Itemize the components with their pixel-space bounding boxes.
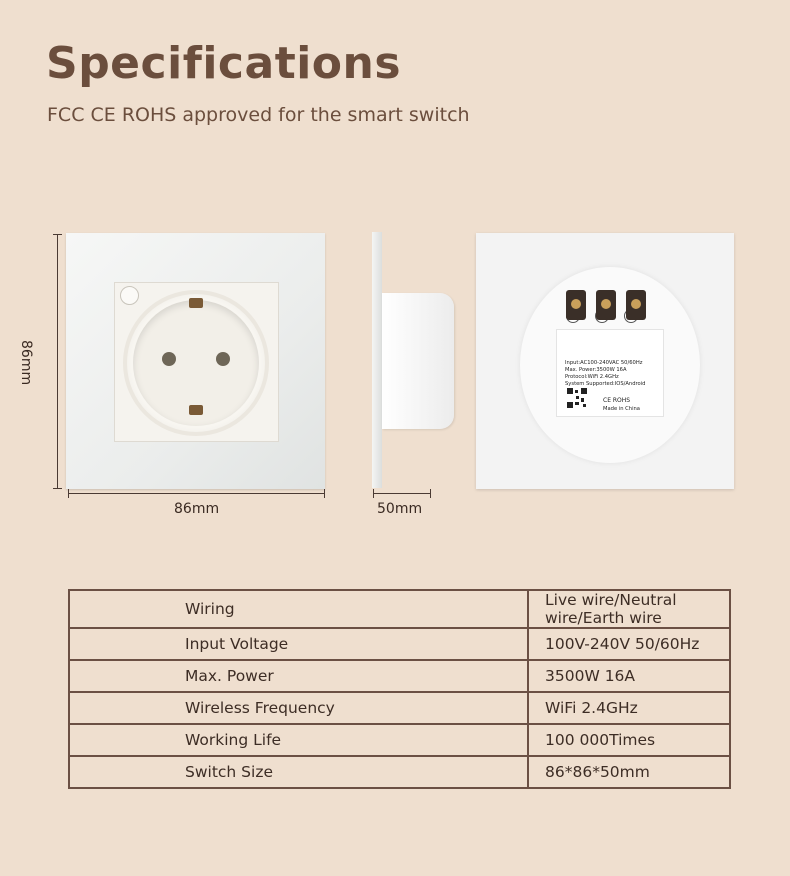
depth-dimension-line bbox=[373, 493, 430, 494]
spec-value: WiFi 2.4GHz bbox=[528, 692, 730, 724]
earth-clip-top-icon bbox=[189, 298, 203, 308]
side-plate bbox=[372, 232, 382, 488]
spec-name: Wireless Frequency bbox=[69, 692, 528, 724]
sticker-input: Input:AC100-240VAC 50/60Hz bbox=[565, 360, 643, 366]
width-dimension-cap-right bbox=[324, 489, 325, 498]
height-dimension-line bbox=[57, 234, 58, 489]
pin-hole-left-icon bbox=[162, 352, 176, 366]
width-dimension-line bbox=[68, 493, 324, 494]
page-title: Specifications bbox=[46, 38, 402, 89]
depth-label: 50mm bbox=[377, 501, 423, 517]
height-dimension-cap-top bbox=[53, 234, 62, 235]
spec-name: Max. Power bbox=[69, 660, 528, 692]
depth-dimension-cap-left bbox=[373, 489, 374, 498]
spec-value: 3500W 16A bbox=[528, 660, 730, 692]
table-row bbox=[69, 628, 730, 660]
depth-dimension-cap-right bbox=[430, 489, 431, 498]
spec-sticker bbox=[556, 329, 664, 417]
sticker-protocol: Protocol:WiFi 2.4GHz bbox=[565, 374, 619, 380]
spec-value: 100V-240V 50/60Hz bbox=[528, 628, 730, 660]
terminal-l-icon bbox=[596, 290, 616, 320]
width-dimension-cap-left bbox=[68, 489, 69, 498]
earth-clip-bottom-icon bbox=[189, 405, 203, 415]
sticker-power: Max. Power:3500W 16A bbox=[565, 367, 627, 373]
terminal-n-icon bbox=[566, 290, 586, 320]
spec-value: 86*86*50mm bbox=[528, 756, 730, 788]
table-row bbox=[69, 660, 730, 692]
qr-code-icon bbox=[567, 388, 587, 408]
terminal-e-icon bbox=[626, 290, 646, 320]
spec-value: 100 000Times bbox=[528, 724, 730, 756]
spec-name: Input Voltage bbox=[69, 628, 528, 660]
indicator-led-icon bbox=[120, 286, 139, 305]
table-row bbox=[69, 692, 730, 724]
spec-name: Wiring bbox=[69, 590, 528, 628]
spec-table bbox=[68, 589, 731, 789]
page-subtitle: FCC CE ROHS approved for the smart switch bbox=[47, 104, 470, 126]
height-dimension-cap-bottom bbox=[53, 488, 62, 489]
side-module-box bbox=[382, 293, 454, 429]
sticker-system: System Supported:IOS/Android bbox=[565, 381, 646, 387]
terminal-block bbox=[566, 290, 646, 320]
width-label: 86mm bbox=[174, 501, 220, 517]
height-label: 86mm bbox=[18, 340, 34, 386]
spec-name: Working Life bbox=[69, 724, 528, 756]
table-row bbox=[69, 590, 730, 628]
sticker-made-in: Made in China bbox=[603, 406, 640, 412]
table-row bbox=[69, 756, 730, 788]
sticker-ce: CE ROHS bbox=[603, 397, 631, 404]
spec-value: Live wire/Neutral wire/Earth wire bbox=[528, 590, 730, 628]
spec-name: Switch Size bbox=[69, 756, 528, 788]
table-row bbox=[69, 724, 730, 756]
pin-hole-right-icon bbox=[216, 352, 230, 366]
